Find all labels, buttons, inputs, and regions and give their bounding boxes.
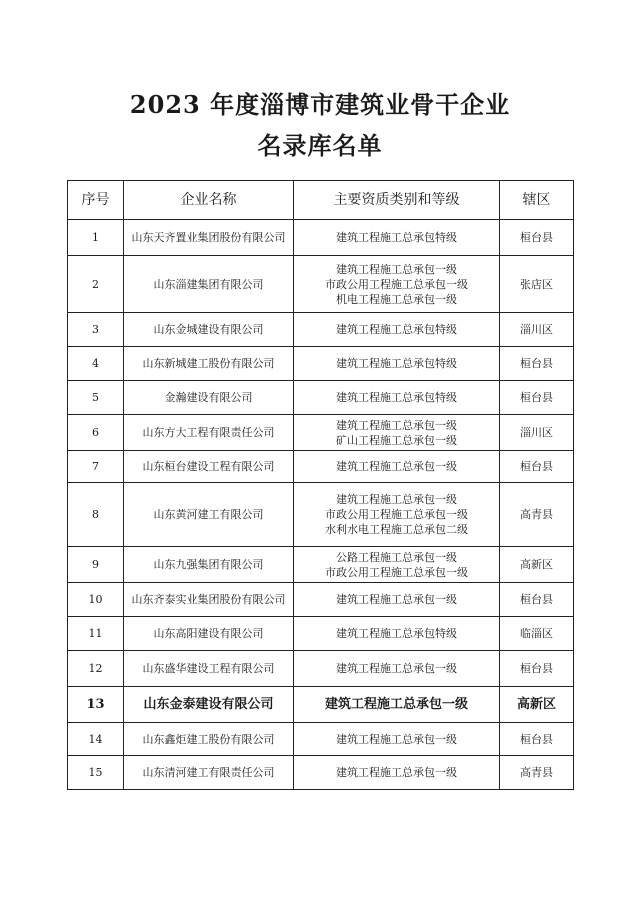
row-name: 山东九强集团有限公司 [124,547,294,583]
row-qualification: 建筑工程施工总承包一级 市政公用工程施工总承包一级 水利水电工程施工总承包二级 [294,483,500,547]
header-no: 序号 [68,181,124,220]
table-row [68,583,574,617]
row-qualification: 建筑工程施工总承包特级 [294,347,500,381]
page-title: 2023 年度淄博市建筑业骨干企业 [129,90,511,119]
table-row [68,723,574,756]
row-qualification: 建筑工程施工总承包特级 [294,617,500,651]
row-no: 3 [68,313,124,347]
row-district: 淄川区 [500,415,574,451]
row-district: 高新区 [500,547,574,583]
table-row [68,547,574,583]
table-row [68,756,574,790]
row-name: 山东天齐置业集团股份有限公司 [124,220,294,256]
row-qualification: 建筑工程施工总承包一级 [294,583,500,617]
table-row [68,617,574,651]
row-name: 山东金城建设有限公司 [124,313,294,347]
row-qualification: 建筑工程施工总承包特级 [294,220,500,256]
row-district: 桓台县 [500,723,574,756]
row-qualification: 建筑工程施工总承包一级 市政公用工程施工总承包一级 机电工程施工总承包一级 [294,256,500,313]
row-no: 9 [68,547,124,583]
row-name: 山东金泰建设有限公司 [124,687,294,723]
row-qualification: 公路工程施工总承包一级 市政公用工程施工总承包一级 [294,547,500,583]
row-district: 高青县 [500,483,574,547]
row-name: 山东清河建工有限责任公司 [124,756,294,790]
row-name: 山东方大工程有限责任公司 [124,415,294,451]
row-district: 桓台县 [500,220,574,256]
row-qualification: 建筑工程施工总承包一级 [294,723,500,756]
row-name: 山东齐泰实业集团股份有限公司 [124,583,294,617]
table-header [68,181,574,220]
row-no: 2 [68,256,124,313]
row-no: 8 [68,483,124,547]
row-name: 金瀚建设有限公司 [124,381,294,415]
row-no: 5 [68,381,124,415]
row-name: 山东新城建工股份有限公司 [124,347,294,381]
row-qualification: 建筑工程施工总承包一级 [294,687,500,723]
row-qualification: 建筑工程施工总承包特级 [294,381,500,415]
row-district: 桓台县 [500,651,574,687]
table-row [68,415,574,451]
row-name: 山东淄建集团有限公司 [124,256,294,313]
row-district: 桓台县 [500,381,574,415]
header-district: 辖区 [500,181,574,220]
row-district: 张店区 [500,256,574,313]
row-no: 11 [68,617,124,651]
row-name: 山东盛华建设工程有限公司 [124,651,294,687]
row-name: 山东高阳建设有限公司 [124,617,294,651]
row-qualification: 建筑工程施工总承包一级 矿山工程施工总承包一级 [294,415,500,451]
page-subtitle: 名录库名单 [257,131,383,160]
row-no: 12 [68,651,124,687]
row-no: 4 [68,347,124,381]
enterprise-roster-table [67,180,574,790]
table-row [68,347,574,381]
table-row [68,483,574,547]
row-district: 高新区 [500,687,574,723]
table-row-highlighted [68,687,574,723]
table-row [68,313,574,347]
row-district: 桓台县 [500,347,574,381]
row-district: 桓台县 [500,451,574,483]
row-district: 淄川区 [500,313,574,347]
row-no: 14 [68,723,124,756]
table-row [68,651,574,687]
header-qualification: 主要资质类别和等级 [294,181,500,220]
row-qualification: 建筑工程施工总承包一级 [294,451,500,483]
row-name: 山东桓台建设工程有限公司 [124,451,294,483]
table-row [68,451,574,483]
row-no: 7 [68,451,124,483]
row-qualification: 建筑工程施工总承包一级 [294,651,500,687]
row-no: 1 [68,220,124,256]
row-no: 15 [68,756,124,790]
row-no: 13 [68,687,124,723]
row-district: 临淄区 [500,617,574,651]
header-name: 企业名称 [124,181,294,220]
table-row [68,220,574,256]
row-no: 6 [68,415,124,451]
table-row [68,256,574,313]
table-row [68,381,574,415]
row-no: 10 [68,583,124,617]
row-district: 高青县 [500,756,574,790]
row-qualification: 建筑工程施工总承包一级 [294,756,500,790]
row-name: 山东黄河建工有限公司 [124,483,294,547]
row-name: 山东鑫炬建工股份有限公司 [124,723,294,756]
row-qualification: 建筑工程施工总承包特级 [294,313,500,347]
row-district: 桓台县 [500,583,574,617]
